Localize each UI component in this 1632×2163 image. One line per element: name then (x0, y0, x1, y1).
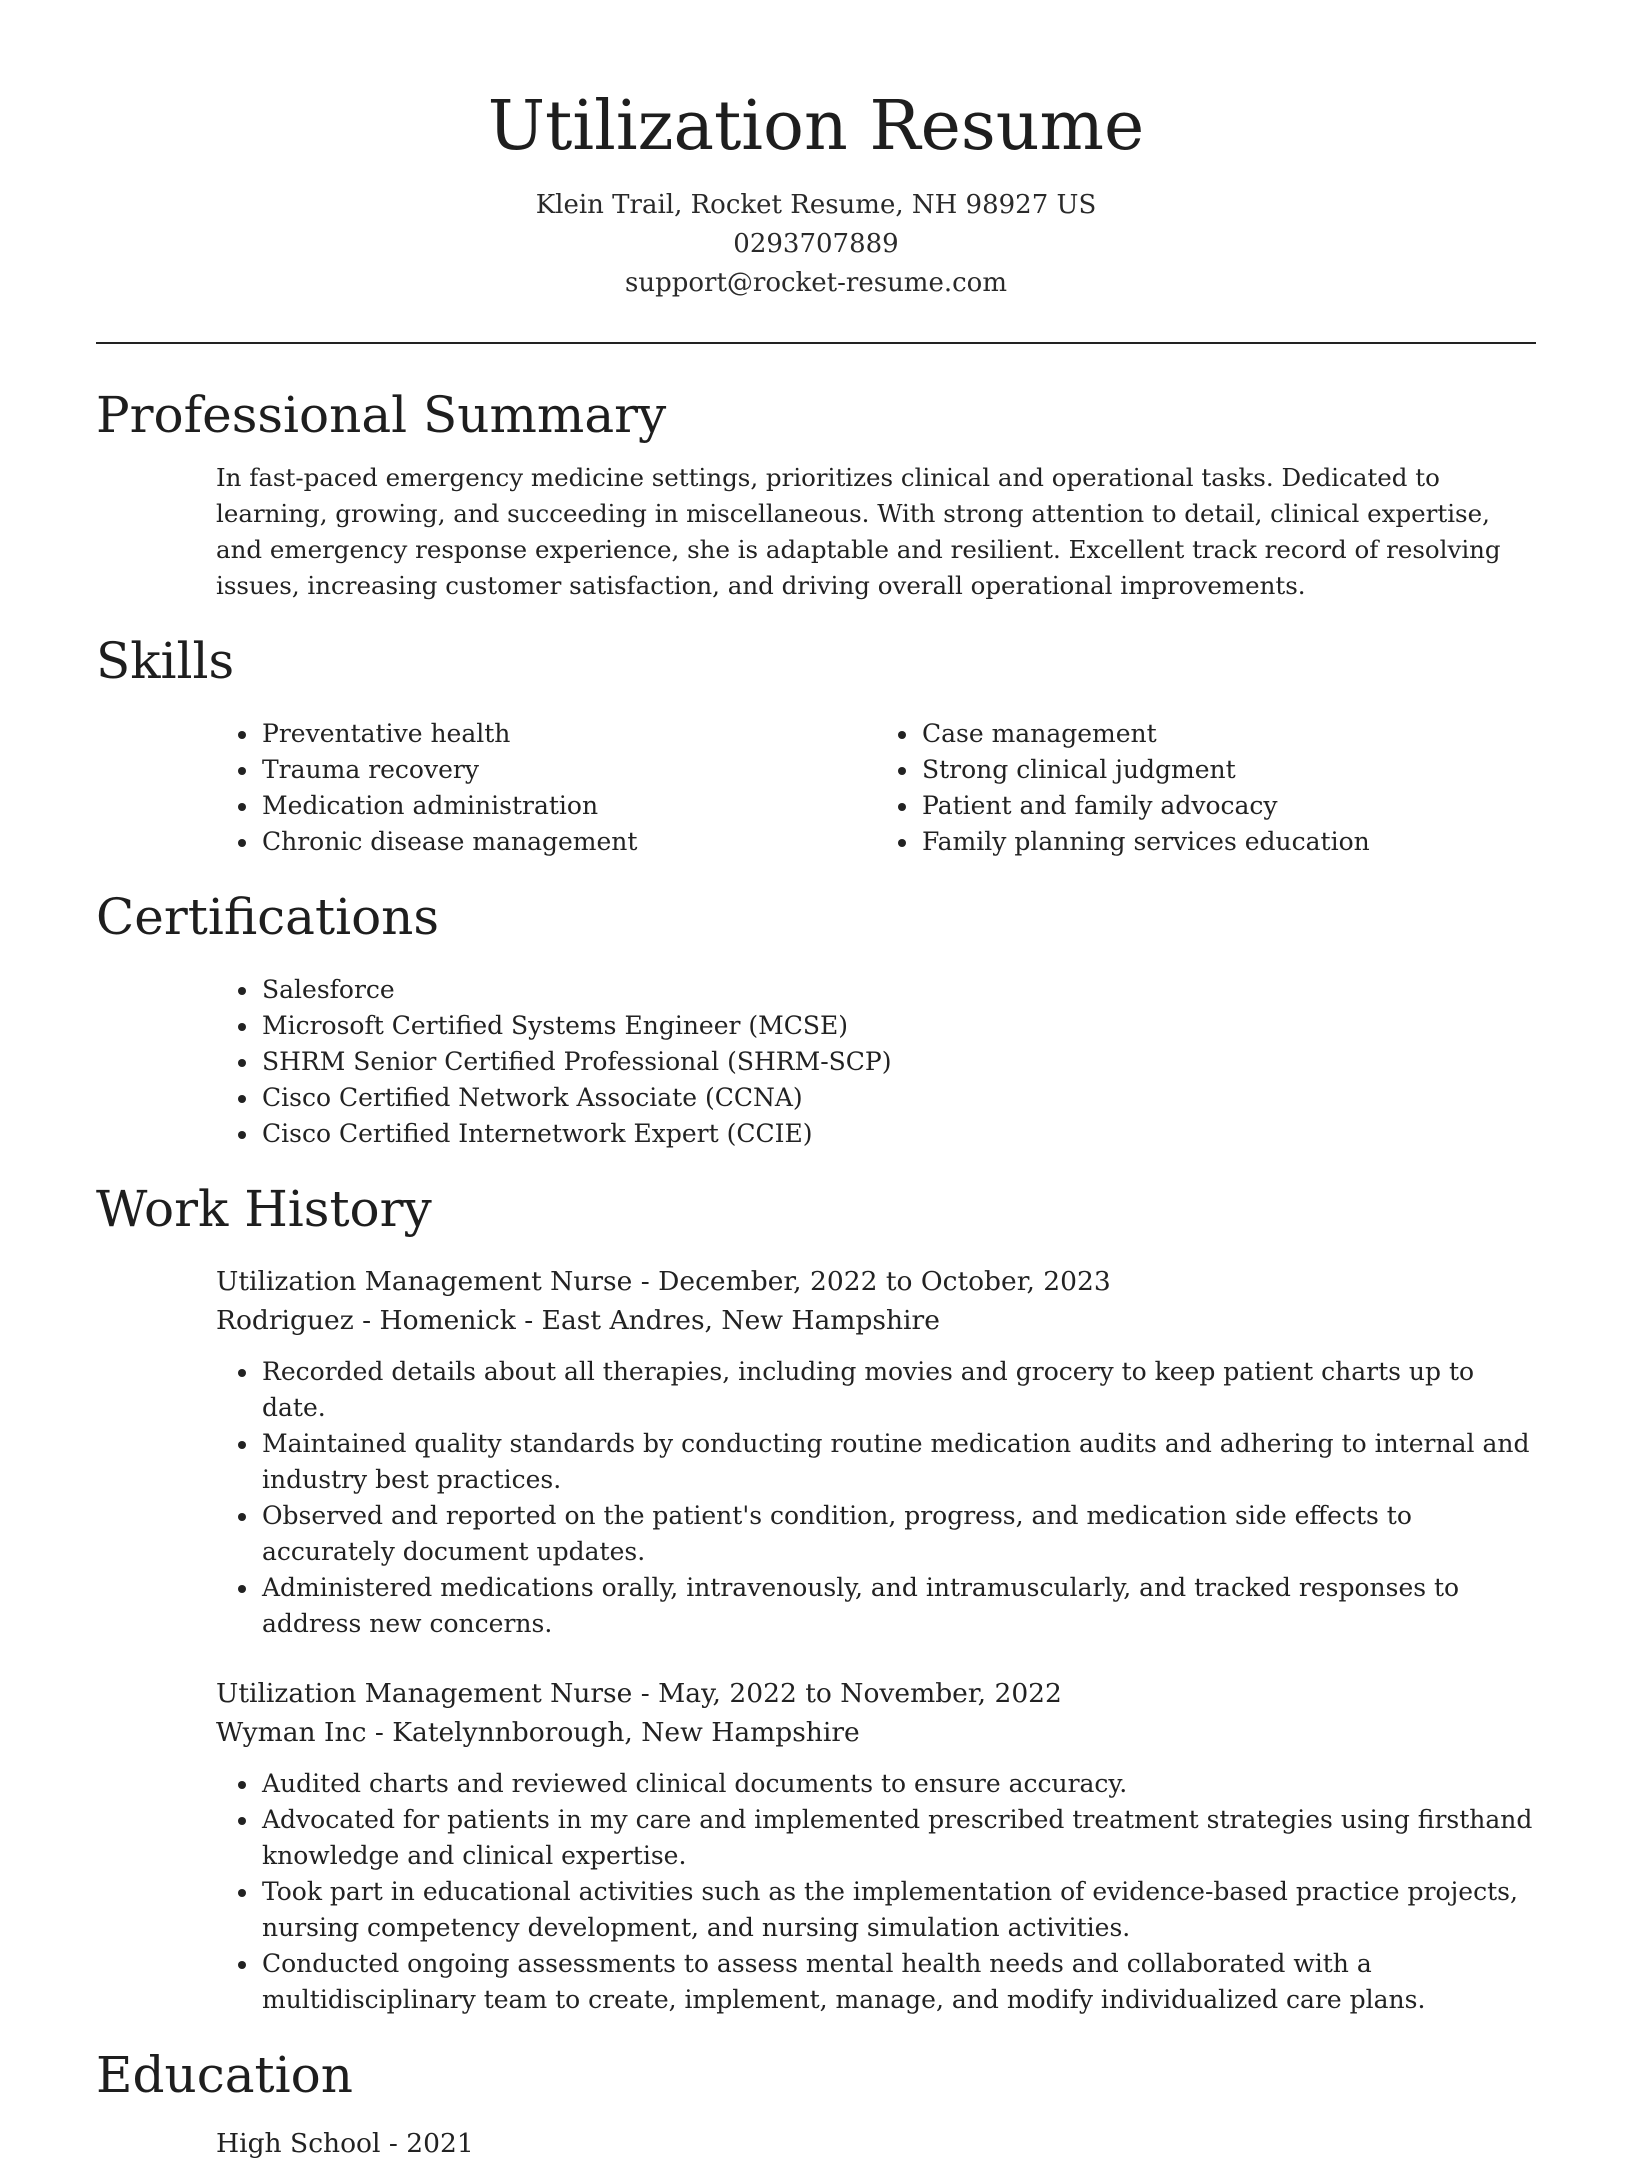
skill-item: • Preventative health (260, 716, 876, 752)
certification-item: • Microsoft Certified Systems Engineer (MCSE) (260, 1008, 1536, 1044)
certifications-list (216, 972, 1536, 1152)
work-history-section (96, 1174, 1536, 2018)
job-title: Utilization Management Nurse (216, 1266, 633, 1297)
job-company-line: Wyman Inc - Katelynnborough, New Hampshire (216, 1717, 860, 1748)
education-entry: High School - 2021 (216, 2128, 474, 2159)
skills-list-right (876, 716, 1536, 860)
resume-body (96, 380, 1536, 2163)
skills-columns (216, 716, 1536, 860)
job-bullet: • Administered medications orally, intravenously, and intramuscularly, and tracked responses to address new concerns. (260, 1570, 1536, 1642)
certification-item: • Salesforce (260, 972, 1536, 1008)
job-bullets (216, 1766, 1536, 2018)
email-text: support@rocket-resume.com (624, 268, 1007, 298)
header-divider (96, 342, 1536, 344)
certification-item: • Cisco Certified Internetwork Expert (CCIE) (260, 1116, 1536, 1152)
skill-item: • Patient and family advocacy (920, 788, 1536, 824)
job-bullet: • Conducted ongoing assessments to assess mental health needs and collaborated with a multidisciplinary team to create, implement, manage, and modify individualized care plans. (260, 1946, 1536, 2018)
job-company: Wyman Inc (216, 1717, 367, 1748)
education-heading: Education (96, 2046, 353, 2104)
certifications-heading: Certifications (96, 888, 440, 946)
job-dates: May, 2022 to November, 2022 (658, 1678, 1062, 1709)
skills-heading: Skills (96, 632, 235, 690)
job-title: Utilization Management Nurse (216, 1678, 633, 1709)
job-bullet: • Maintained quality standards by conducting routine medication audits and adhering to internal and industry best practices. (260, 1426, 1536, 1498)
job-location: Katelynnborough, New Hampshire (392, 1717, 860, 1748)
summary-text: In fast-paced emergency medicine settings, prioritizes clinical and operational tasks. Dedicated to learning, growing, and succeeding in miscellaneous. With strong attention to detail, clinical expertise, and emergency response experience, she is adaptable and resilient. Excellent track record of resolving issues, increasing customer satisfaction, and driving overall operational improvements. (216, 463, 1501, 600)
certifications-section (96, 882, 1536, 1152)
resume-title: Utilization Resume (487, 87, 1145, 166)
contact-block (0, 186, 1632, 303)
job-entry (216, 1674, 1536, 2018)
education-section (96, 2040, 1536, 2163)
job-bullet: • Audited charts and reviewed clinical documents to ensure accuracy. (260, 1766, 1536, 1802)
job-dates: December, 2022 to October, 2023 (658, 1266, 1111, 1297)
job-bullet: • Observed and reported on the patient's condition, progress, and medication side effects to accurately document updates. (260, 1498, 1536, 1570)
skill-item: • Strong clinical judgment (920, 752, 1536, 788)
job-bullet: • Took part in educational activities such as the implementation of evidence-based practice projects, nursing competency development, and nursing simulation activities. (260, 1874, 1536, 1946)
skills-list-left (216, 716, 876, 860)
summary-heading: Professional Summary (96, 386, 667, 444)
phone-text: 0293707889 (733, 229, 899, 259)
skill-item: • Trauma recovery (260, 752, 876, 788)
job-entry (216, 1262, 1536, 1642)
job-company-line: Rodriguez - Homenick - East Andres, New Hampshire (216, 1305, 940, 1336)
address-text: Klein Trail, Rocket Resume, NH 98927 US (535, 190, 1097, 220)
job-location: East Andres, New Hampshire (541, 1305, 940, 1336)
summary-section (96, 380, 1536, 604)
skill-item: • Case management (920, 716, 1536, 752)
work-history-heading: Work History (96, 1180, 432, 1238)
certification-item: • Cisco Certified Network Associate (CCNA) (260, 1080, 1536, 1116)
skill-item: • Medication administration (260, 788, 876, 824)
resume-header (0, 0, 1632, 303)
job-title-line: Utilization Management Nurse - May, 2022 to November, 2022 (216, 1678, 1062, 1709)
skills-section (96, 626, 1536, 860)
skill-item: • Family planning services education (920, 824, 1536, 860)
job-company: Rodriguez - Homenick (216, 1305, 516, 1336)
job-bullet: • Advocated for patients in my care and implemented prescribed treatment strategies using firsthand knowledge and clinical expertise. (260, 1802, 1536, 1874)
certification-item: • SHRM Senior Certified Professional (SHRM-SCP) (260, 1044, 1536, 1080)
job-bullets (216, 1354, 1536, 1642)
job-bullet: • Recorded details about all therapies, including movies and grocery to keep patient charts up to date. (260, 1354, 1536, 1426)
skill-item: • Chronic disease management (260, 824, 876, 860)
job-title-line: Utilization Management Nurse - December, 2022 to October, 2023 (216, 1266, 1111, 1297)
